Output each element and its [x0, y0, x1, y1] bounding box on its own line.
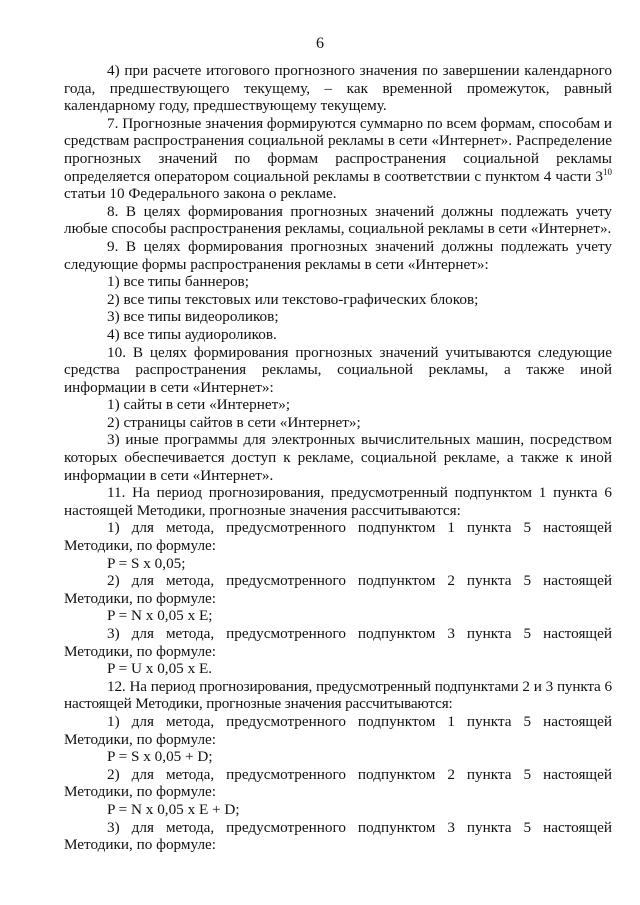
- paragraph-7-text: 7. Прогнозные значения формируются суммарно по всем формам, способам и средствам распространения социальной рекламы в сети «Интернет». Распределение прогнозных значений по формам распространения социальной рекламы определяется оператором социальной рекламы в соответствии с пунктом 4 части 3: [64, 114, 612, 185]
- paragraph-10-item-1: 1) сайты в сети «Интернет»;: [107, 396, 291, 414]
- document-body: [64, 62, 612, 854]
- paragraph-9-item-3: 3) все типы видеороликов;: [107, 308, 279, 326]
- formula-11-3: P = U x 0,05 x E.: [107, 660, 213, 678]
- paragraph-10-item-3: 3) иные программы для электронных вычислительных машин, посредством которых обеспечивается доступ к рекламе, социальной рекламе, а также к иной информации в сети «Интернет».: [64, 431, 612, 484]
- paragraph-9-item-4: 4) все типы аудиороликов.: [107, 325, 277, 343]
- item-4: 4) при расчете итогового прогнозного значения по завершении календарного года, предшествующего текущему, – как временной промежуток, равный календарному году, предшествующему текущему.: [64, 62, 612, 115]
- paragraph-11-item-3: 3) для метода, предусмотренного подпунктом 3 пункта 5 настоящей Методики, по формуле:: [64, 625, 612, 660]
- paragraph-11: 11. На период прогнозирования, предусмотренный подпунктом 1 пункта 6 настоящей Методики, прогнозные значения рассчитываются:: [64, 484, 612, 519]
- paragraph-9: 9. В целях формирования прогнозных значений должны подлежать учету следующие формы распространения рекламы в сети «Интернет»:: [64, 237, 612, 273]
- paragraph-7: [64, 115, 612, 203]
- formula-11-2: P = N x 0,05 x E;: [107, 607, 213, 625]
- page-number: 6: [316, 35, 324, 52]
- formula-11-1: P = S x 0,05;: [107, 554, 186, 572]
- paragraph-11-item-1: 1) для метода, предусмотренного подпунктом 1 пункта 5 настоящей Методики, по формуле:: [64, 519, 612, 555]
- formula-12-1: P = S x 0,05 + D;: [107, 748, 213, 766]
- paragraph-12-item-2: 2) для метода, предусмотренного подпунктом 2 пункта 5 настоящей Методики, по формуле:: [64, 765, 612, 801]
- paragraph-12-item-3: 3) для метода, предусмотренного подпунктом 3 пункта 5 настоящей Методики, по формуле:: [64, 818, 612, 854]
- formula-12-2: P = N x 0,05 x E + D;: [107, 800, 240, 818]
- paragraph-7-tail: статьи 10 Федерального закона о рекламе.: [64, 185, 337, 203]
- paragraph-12-item-1: 1) для метода, предусмотренного подпунктом 1 пункта 5 настоящей Методики, по формуле:: [64, 712, 612, 748]
- paragraph-10-item-2: 2) страницы сайтов в сети «Интернет»;: [107, 413, 361, 431]
- paragraph-11-item-2: 2) для метода, предусмотренного подпунктом 2 пункта 5 настоящей Методики, по формуле:: [64, 572, 612, 607]
- paragraph-12: 12. На период прогнозирования, предусмотренный подпунктами 2 и 3 пункта 6 настоящей Методики, прогнозные значения рассчитываются:: [64, 677, 612, 713]
- paragraph-8: 8. В целях формирования прогнозных значений должны подлежать учету любые способы распространения рекламы, социальной рекламы в сети «Интернет».: [64, 202, 612, 238]
- paragraph-10: 10. В целях формирования прогнозных значений учитываются следующие средства распространения рекламы, социальной рекламы, а также иной информации в сети «Интернет»:: [64, 343, 612, 396]
- paragraph-9-item-2: 2) все типы текстовых или текстово-графических блоков;: [107, 290, 479, 308]
- paragraph-9-item-1: 1) все типы баннеров;: [107, 273, 249, 291]
- superscript-10: 10: [603, 166, 612, 177]
